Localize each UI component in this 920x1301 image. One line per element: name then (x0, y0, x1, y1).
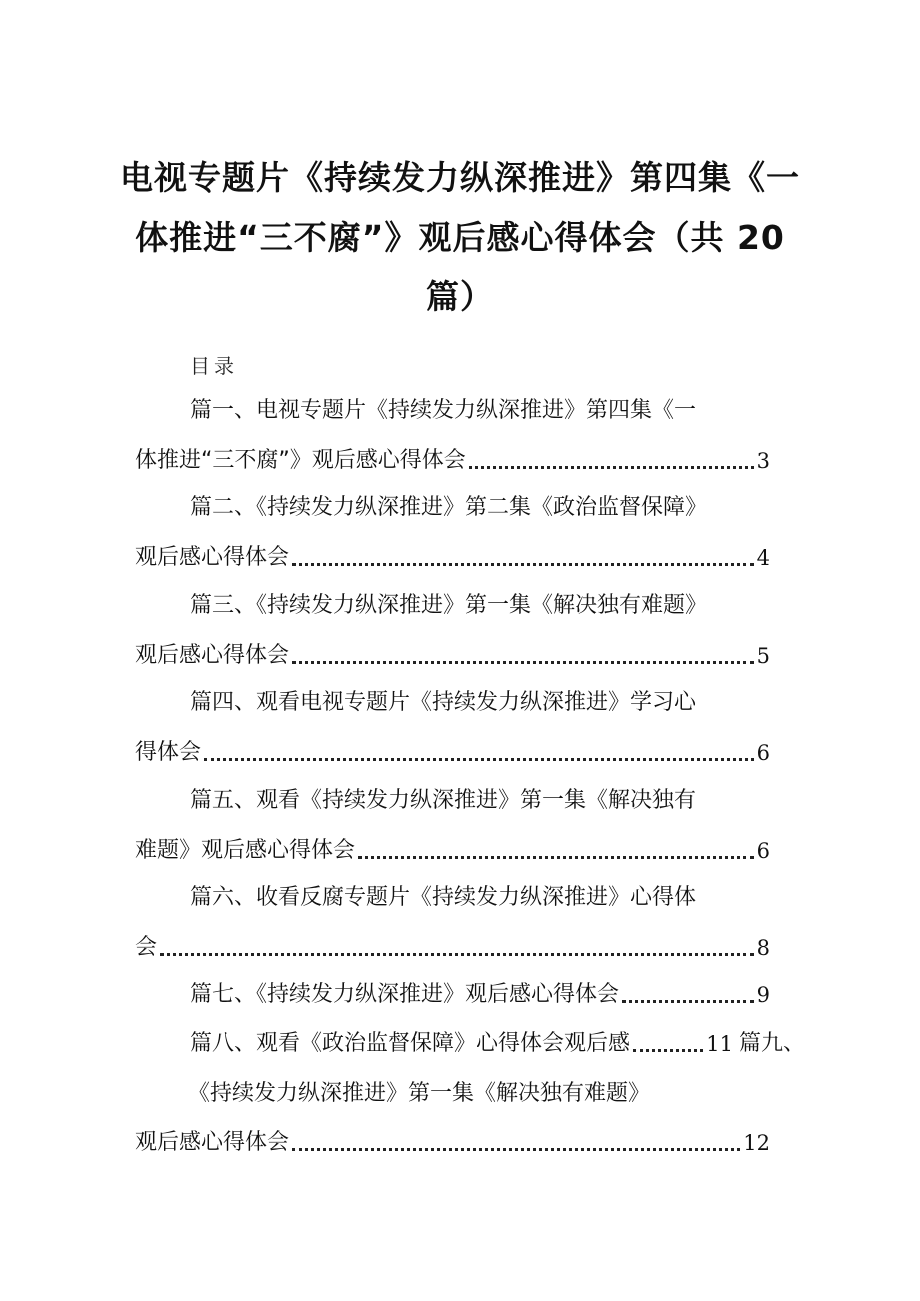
toc-page-number: 6 (756, 741, 770, 765)
toc-entry-text: 得体会 (135, 740, 202, 765)
toc-entry-text: 观后感心得体会 (135, 1130, 290, 1155)
toc-page-number: 4 (756, 546, 770, 570)
dot-leader (622, 1000, 754, 1003)
toc-entry-text: 篇七、《持续发力纵深推进》观后感心得体会 (190, 982, 620, 1007)
toc-entry-3-line-1[interactable]: 篇三、《持续发力纵深推进》第一集《解决独有难题》 (190, 593, 708, 618)
toc-entry-text: 观后感心得体会 (135, 643, 290, 668)
dot-leader (292, 1148, 740, 1151)
toc-entry-4-line-2[interactable] (135, 738, 770, 768)
document-title-line-1: 电视专题片《持续发力纵深推进》第四集《一 (120, 158, 800, 197)
toc-entry-9-line-2[interactable] (135, 1128, 770, 1158)
toc-entry-text: 会 (135, 935, 158, 960)
toc-page-number: 12 (743, 1131, 770, 1155)
toc-entry-text: 体推进“三不腐”》观后感心得体会 (135, 448, 466, 473)
dot-leader (204, 758, 754, 761)
toc-entry-text: 篇八、观看《政治监督保障》心得体会观后感 (190, 1031, 631, 1056)
dot-leader (160, 953, 754, 956)
toc-page-number: 9 (756, 983, 770, 1007)
toc-entry-8[interactable] (190, 1029, 805, 1059)
document-title-line-3: 篇） (426, 277, 494, 316)
toc-entry-5-line-1[interactable]: 篇五、观看《持续发力纵深推进》第一集《解决独有 (190, 788, 697, 813)
toc-entry-6-line-1[interactable]: 篇六、收看反腐专题片《持续发力纵深推进》心得体 (190, 885, 697, 910)
toc-entry-text: 难题》观后感心得体会 (135, 838, 356, 863)
toc-entry-2-line-2[interactable] (135, 543, 770, 573)
dot-leader (469, 466, 754, 469)
dot-leader (633, 1049, 703, 1052)
toc-page-number: 3 (756, 449, 770, 473)
toc-entry-6-line-2[interactable] (135, 933, 770, 963)
toc-entry-3-line-2[interactable] (135, 641, 770, 671)
dot-leader (358, 856, 754, 859)
toc-entry-9-line-1[interactable]: 《持续发力纵深推进》第一集《解决独有难题》 (188, 1081, 651, 1106)
toc-page-number: 5 (756, 644, 770, 668)
toc-page-number: 8 (756, 936, 770, 960)
toc-entry-5-line-2[interactable] (135, 836, 770, 866)
toc-entry-1-line-1[interactable]: 篇一、电视专题片《持续发力纵深推进》第四集《一 (190, 398, 697, 423)
toc-entry-9-prefix: 篇九、 (738, 1031, 805, 1056)
toc-entry-2-line-1[interactable]: 篇二、《持续发力纵深推进》第二集《政治监督保障》 (190, 495, 708, 520)
toc-entry-7[interactable] (190, 980, 770, 1010)
dot-leader (292, 661, 754, 664)
toc-entry-text: 观后感心得体会 (135, 545, 290, 570)
dot-leader (292, 563, 754, 566)
toc-page-number: 6 (756, 839, 770, 863)
document-title-line-2: 体推进“三不腐”》观后感心得体会（共 20 (135, 218, 785, 257)
toc-heading: 目录 (190, 354, 238, 378)
toc-entry-1-line-2[interactable] (135, 446, 770, 476)
toc-entry-4-line-1[interactable]: 篇四、观看电视专题片《持续发力纵深推进》学习心 (190, 690, 697, 715)
toc-page-number: 11 (706, 1032, 733, 1056)
